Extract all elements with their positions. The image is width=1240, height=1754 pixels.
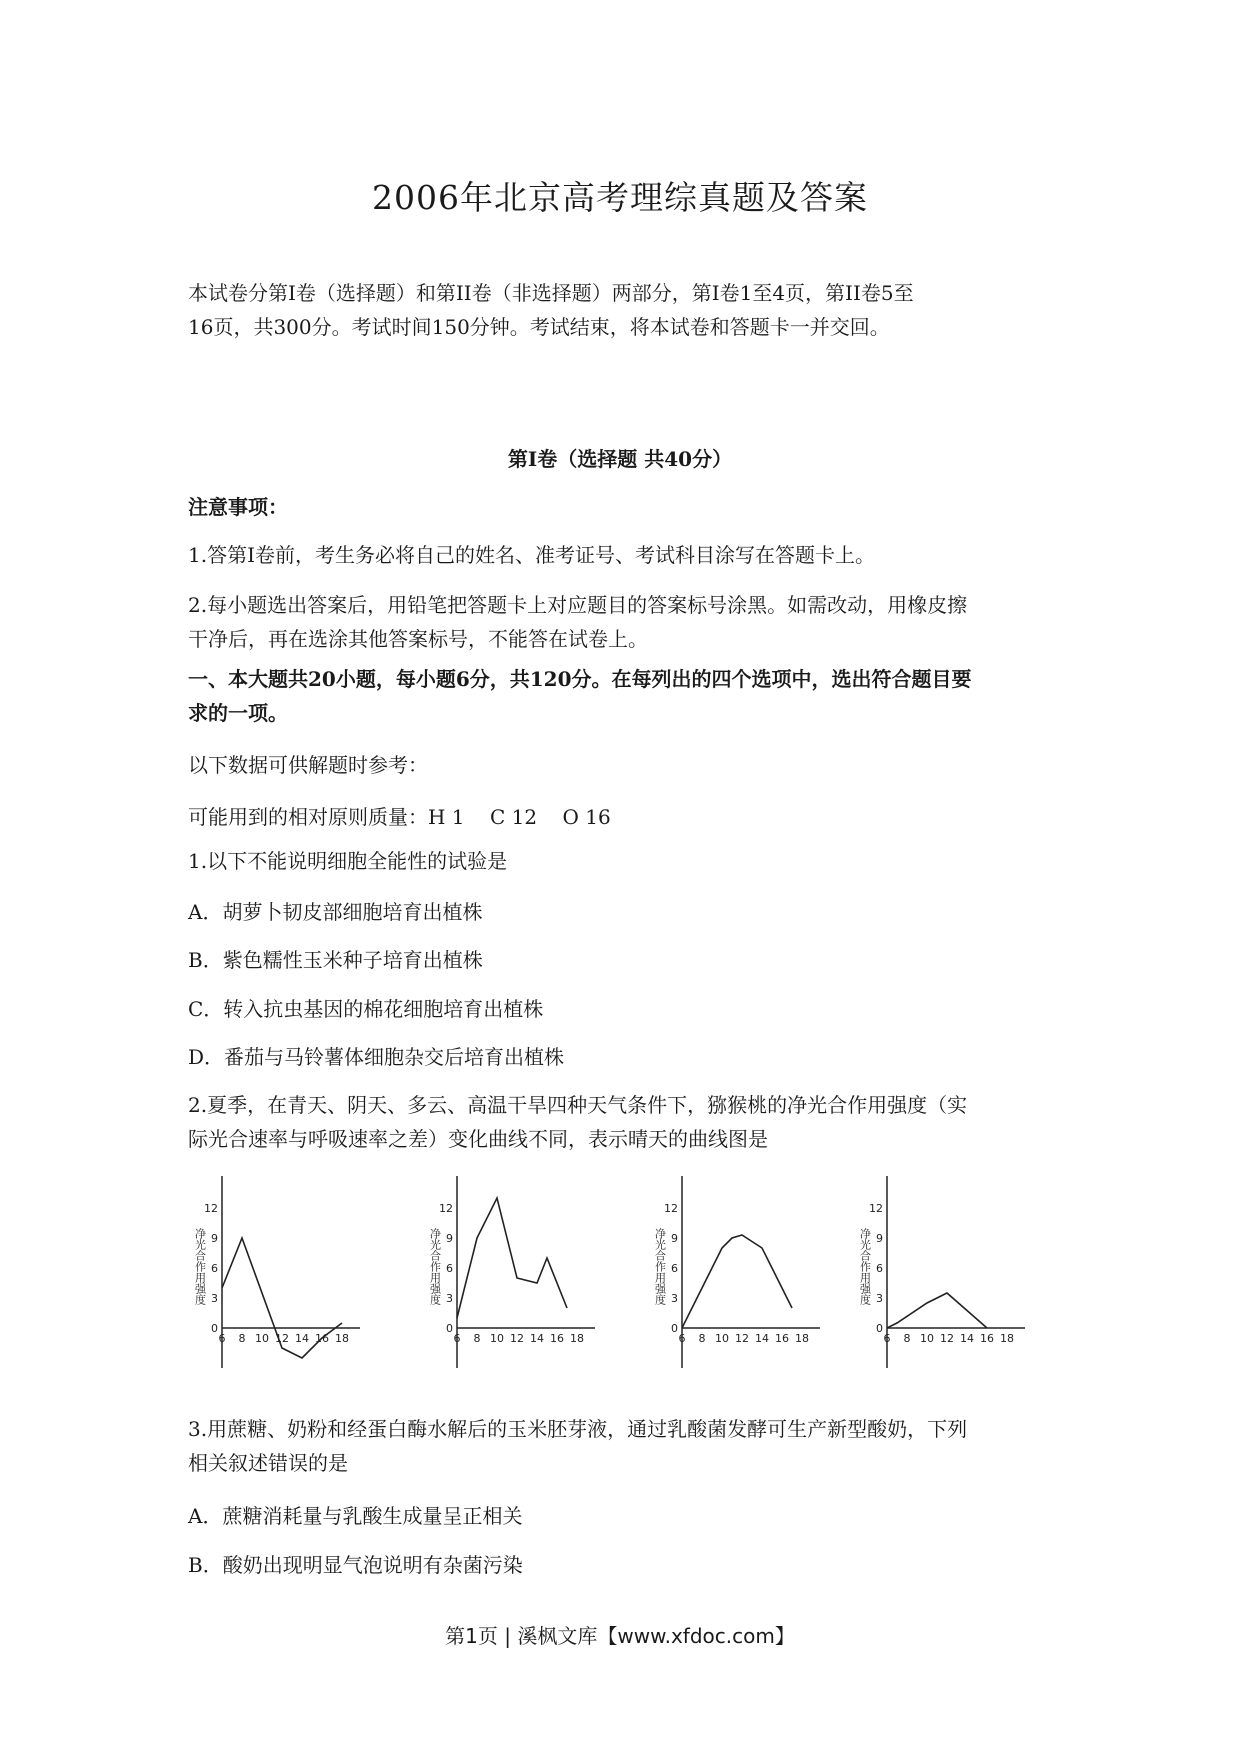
x-tick-label: 10: [255, 1332, 269, 1345]
x-tick-label: 6: [883, 1332, 891, 1345]
intro-paragraph: [188, 276, 1056, 344]
intro-line-2: 16页，共300分。考试时间150分钟。考试结束，将本试卷和答题卡一并交回。: [188, 315, 890, 339]
y-tick-label: 0: [446, 1322, 453, 1335]
x-tick-label: 8: [903, 1332, 911, 1345]
series-line: [887, 1293, 987, 1328]
y-tick-label: 12: [664, 1202, 678, 1215]
y-tick-label: 12: [869, 1202, 883, 1215]
x-tick-label: 10: [715, 1332, 729, 1345]
series-line: [457, 1198, 567, 1318]
series-line: [682, 1235, 792, 1328]
y-tick-label: 0: [671, 1322, 678, 1335]
question-1-option-d: D．番茄与马铃薯体细胞杂交后培育出植株: [188, 1045, 565, 1069]
x-tick-label: 16: [775, 1332, 789, 1345]
x-tick-label: 10: [490, 1332, 504, 1345]
part-one-line-2: 求的一项。: [188, 701, 288, 725]
x-tick-label: 14: [530, 1332, 544, 1345]
reference-intro: 以下数据可供解题时参考：: [188, 753, 428, 777]
y-tick-label: 6: [211, 1262, 218, 1275]
x-tick-label: 18: [1000, 1332, 1014, 1345]
chart-d-svg: [855, 1168, 1045, 1368]
y-axis-label: 净光合作用强度: [193, 1228, 207, 1305]
x-tick-label: 6: [453, 1332, 461, 1345]
x-tick-label: 14: [960, 1332, 974, 1345]
y-axis-label: 净光合作用强度: [653, 1228, 667, 1305]
question-3-line-2: 相关叙述错误的是: [188, 1451, 348, 1475]
x-tick-label: 12: [275, 1332, 289, 1345]
question-2-line-2: 际光合速率与呼吸速率之差）变化曲线不同，表示晴天的曲线图是: [188, 1127, 768, 1151]
question-3-line-1: 3.用蔗糖、奶粉和经蛋白酶水解后的玉米胚芽液，通过乳酸菌发酵可生产新型酸奶，下列: [188, 1417, 968, 1441]
notice-item-2: [188, 588, 1056, 656]
x-tick-label: 8: [238, 1332, 246, 1345]
question-1-stem: 1.以下不能说明细胞全能性的试验是: [188, 849, 508, 873]
chart-d: [855, 1168, 1045, 1368]
chart-b-svg: [425, 1168, 615, 1368]
chart-c: [650, 1168, 840, 1368]
x-tick-label: 8: [473, 1332, 481, 1345]
chart-c-svg: [650, 1168, 840, 1368]
y-tick-label: 3: [446, 1292, 453, 1305]
y-tick-label: 3: [671, 1292, 678, 1305]
x-tick-label: 10: [920, 1332, 934, 1345]
x-tick-label: 18: [795, 1332, 809, 1345]
notice-item-1: 1.答第Ⅰ卷前，考生务必将自己的姓名、准考证号、考试科目涂写在答题卡上。: [188, 543, 875, 567]
notice-item-2-line-1: 2.每小题选出答案后，用铅笔把答题卡上对应题目的答案标号涂黑。如需改动，用橡皮擦: [188, 593, 968, 617]
question-1-option-b: B．紫色糯性玉米种子培育出植株: [188, 948, 483, 972]
x-tick-label: 18: [570, 1332, 584, 1345]
y-tick-label: 3: [211, 1292, 218, 1305]
x-tick-label: 8: [698, 1332, 706, 1345]
question-2-charts: [190, 1168, 1050, 1368]
chart-b: [425, 1168, 615, 1368]
question-3-option-b: B．酸奶出现明显气泡说明有杂菌污染: [188, 1553, 523, 1577]
y-tick-label: 3: [876, 1292, 883, 1305]
x-tick-label: 6: [218, 1332, 226, 1345]
x-tick-label: 14: [295, 1332, 309, 1345]
question-1-option-a: A．胡萝卜韧皮部细胞培育出植株: [188, 900, 483, 924]
question-3-option-a: A．蔗糖消耗量与乳酸生成量呈正相关: [188, 1504, 523, 1528]
y-tick-label: 9: [876, 1232, 883, 1245]
x-tick-label: 18: [335, 1332, 349, 1345]
question-2-stem: [188, 1088, 1056, 1156]
intro-line-1: 本试卷分第Ⅰ卷（选择题）和第II卷（非选择题）两部分，第Ⅰ卷1至4页，第II卷5至: [188, 281, 914, 305]
x-tick-label: 12: [940, 1332, 954, 1345]
question-2-line-1: 2.夏季，在青天、阴天、多云、高温干旱四种天气条件下，猕猴桃的净光合作用强度（实: [188, 1093, 968, 1117]
part-one-line-1: 一、本大题共20小题，每小题6分，共120分。在每列出的四个选项中，选出符合题目要: [188, 667, 972, 691]
y-tick-label: 9: [211, 1232, 218, 1245]
y-tick-label: 9: [446, 1232, 453, 1245]
x-tick-label: 12: [510, 1332, 524, 1345]
y-tick-label: 6: [876, 1262, 883, 1275]
x-tick-label: 16: [980, 1332, 994, 1345]
notice-item-2-line-2: 干净后，再在选涂其他答案标号，不能答在试卷上。: [188, 627, 648, 651]
notice-title: 注意事项：: [188, 495, 288, 519]
x-tick-label: 16: [550, 1332, 564, 1345]
y-axis-label: 净光合作用强度: [858, 1228, 872, 1305]
document-title: 2006年北京高考理综真题及答案: [372, 178, 868, 217]
page-footer: 第1页 | 溪枫文库【www.xfdoc.com】: [445, 1624, 795, 1648]
question-1-option-c: C．转入抗虫基因的棉花细胞培育出植株: [188, 997, 544, 1021]
x-tick-label: 6: [678, 1332, 686, 1345]
question-3-stem: [188, 1412, 1056, 1480]
chart-a-svg: [190, 1168, 380, 1368]
y-tick-label: 0: [876, 1322, 883, 1335]
y-tick-label: 0: [211, 1322, 218, 1335]
y-tick-label: 12: [204, 1202, 218, 1215]
atomic-mass-line: 可能用到的相对原则质量：H 1 C 12 O 16: [188, 805, 611, 829]
chart-a: [190, 1168, 380, 1368]
y-tick-label: 9: [671, 1232, 678, 1245]
y-tick-label: 12: [439, 1202, 453, 1215]
section-title: 第Ⅰ卷（选择题 共40分）: [507, 447, 733, 471]
part-one-heading: [188, 662, 1056, 730]
y-tick-label: 6: [446, 1262, 453, 1275]
y-axis-label: 净光合作用强度: [428, 1228, 442, 1305]
x-tick-label: 14: [755, 1332, 769, 1345]
x-tick-label: 16: [315, 1332, 329, 1345]
y-tick-label: 6: [671, 1262, 678, 1275]
x-tick-label: 12: [735, 1332, 749, 1345]
